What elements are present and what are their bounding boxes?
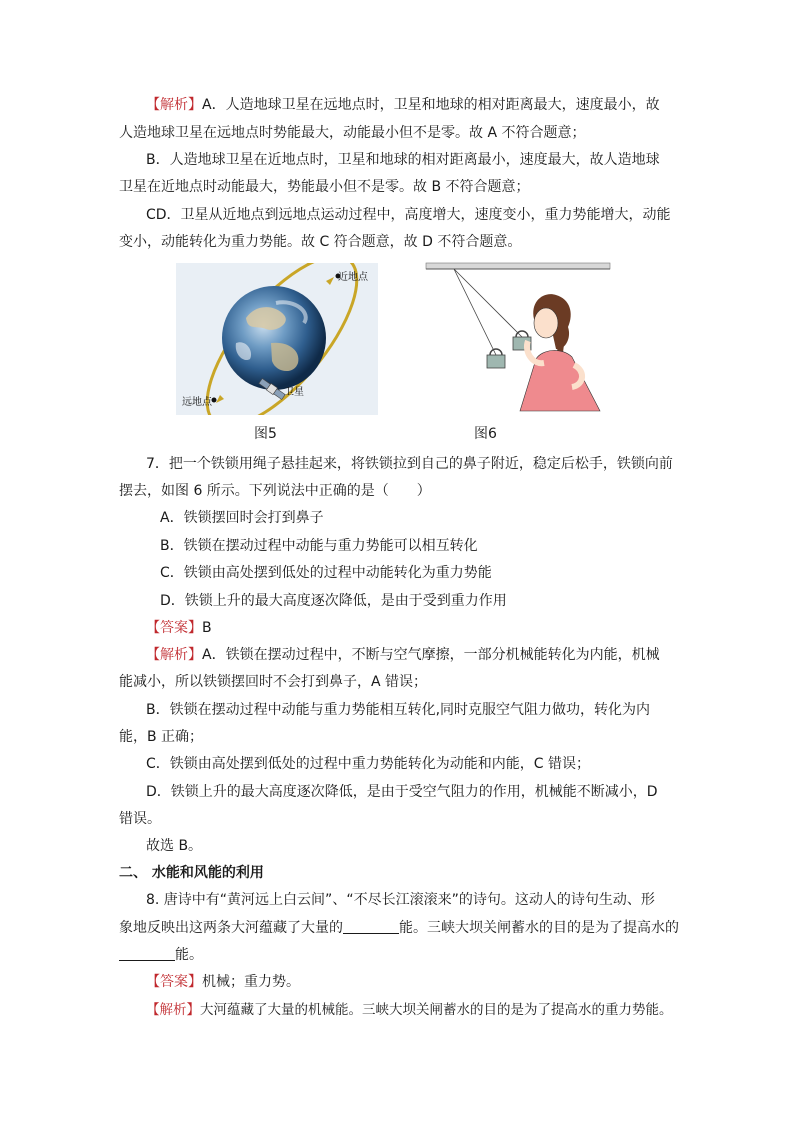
q6-analysis-line1: 【解析】A．人造地球卫星在远地点时，卫星和地球的相对距离最大，速度最小，故 — [146, 97, 660, 113]
earth-icon — [222, 286, 326, 390]
q7-stem-line1: 7．把一个铁锁用绳子悬挂起来，将铁锁拉到自己的鼻子附近，稳定后松手，铁锁向前 — [146, 456, 673, 472]
answer-label: 【答案】 — [146, 974, 202, 990]
figure-5-orbit — [176, 263, 378, 415]
q8-stem-line3: 能。 — [119, 945, 203, 965]
answer-label: 【答案】 — [146, 620, 202, 636]
q6-analysis-line2: 人造地球卫星在远地点时势能最大，动能最小但不是零。故 A 不符合题意； — [119, 125, 586, 141]
figure-5-caption: 图5 — [254, 426, 277, 442]
q8-analysis: 【解析】大河蕴藏了大量的机械能。三峡大坝关闸蓄水的目的是为了提高水的重力势能。 — [146, 1002, 673, 1018]
q6-analysis-line5: CD．卫星从近地点到远地点运动过程中，高度增大，速度变小，重力势能增大，动能 — [146, 207, 671, 223]
q8-answer — [146, 972, 300, 992]
pendulum-diagram — [424, 261, 612, 415]
q7-analysis-line7: 错误。 — [119, 811, 161, 827]
q7-analysis-line2: 能减小，所以铁锁摆回时不会打到鼻子，A 错误； — [119, 674, 428, 690]
analysis-label: 【解析】 — [146, 97, 202, 113]
q7-analysis-line1: 【解析】A．铁锁在摆动过程中，不断与空气摩擦，一部分机械能转化为内能，机械 — [146, 647, 660, 663]
q7-analysis-line4: 能，B 正确； — [119, 729, 204, 745]
analysis-label: 【解析】 — [146, 1002, 200, 1018]
q7-option-a: A．铁锁摆回时会打到鼻子 — [160, 510, 324, 526]
q6-analysis-line6: 变小，动能转化为重力势能。故 C 符合题意，故 D 不符合题意。 — [119, 234, 522, 250]
rope-right — [454, 269, 522, 337]
answer-value: B — [202, 620, 212, 636]
satellite-label: 卫星 — [284, 387, 304, 398]
q7-stem-line2: 摆去，如图 6 所示。下列说法中正确的是（ ） — [119, 483, 431, 499]
far-point-label: 远地点 — [182, 397, 212, 408]
girl-figure — [520, 294, 600, 411]
figure-6-pendulum — [424, 261, 612, 415]
section-2-title: 二、 水能和风能的利用 — [119, 865, 264, 881]
orbit-arrow-icon — [216, 395, 224, 403]
q8-stem-line2: 象地反映出这两条大河蕴藏了大量的 能。三峡大坝关闸蓄水的目的是为了提高水的 — [119, 920, 679, 936]
q6-analysis-line3: B．人造地球卫星在近地点时，卫星和地球的相对距离最小，速度最大，故人造地球 — [146, 152, 660, 168]
q7-option-c: C．铁锁由高处摆到低处的过程中动能转化为重力势能 — [160, 565, 492, 581]
rope-left — [454, 269, 496, 355]
q6-analysis-line4: 卫星在近地点时动能最大，势能最小但不是零。故 B 不符合题意； — [119, 179, 530, 195]
orbit-diagram — [176, 263, 378, 415]
q7-conclusion: 故选 B。 — [146, 838, 203, 854]
q7-answer — [146, 618, 212, 638]
q7-option-d: D．铁锁上升的最大高度逐次降低，是由于受到重力作用 — [160, 593, 507, 609]
orbit-arrow-icon — [326, 277, 334, 285]
q7-analysis-line3: B．铁锁在摆动过程中动能与重力势能相互转化,同时克服空气阻力做功，转化为内 — [146, 702, 651, 718]
figure-6-caption: 图6 — [474, 426, 497, 442]
ceiling — [426, 263, 610, 269]
lock-icon — [487, 349, 505, 368]
fill-blank-2 — [119, 946, 175, 961]
q8-stem-line1: 8. 唐诗中有“黄河远上白云间”、“不尽长江滚滚来”的诗句。这动人的诗句生动、形 — [146, 892, 655, 908]
far-point-dot — [212, 398, 217, 403]
near-point-label: 近地点 — [338, 272, 368, 283]
fill-blank-1 — [343, 919, 399, 934]
q7-option-b: B．铁锁在摆动过程中动能与重力势能可以相互转化 — [160, 538, 478, 554]
q7-analysis-line6: D．铁锁上升的最大高度逐次降低，是由于受空气阻力的作用，机械能不断减小，D — [146, 784, 658, 800]
answer-value: 机械；重力势。 — [202, 974, 300, 990]
q7-analysis-line5: C．铁锁由高处摆到低处的过程中重力势能转化为动能和内能，C 错误； — [146, 756, 590, 772]
analysis-label: 【解析】 — [146, 647, 202, 663]
